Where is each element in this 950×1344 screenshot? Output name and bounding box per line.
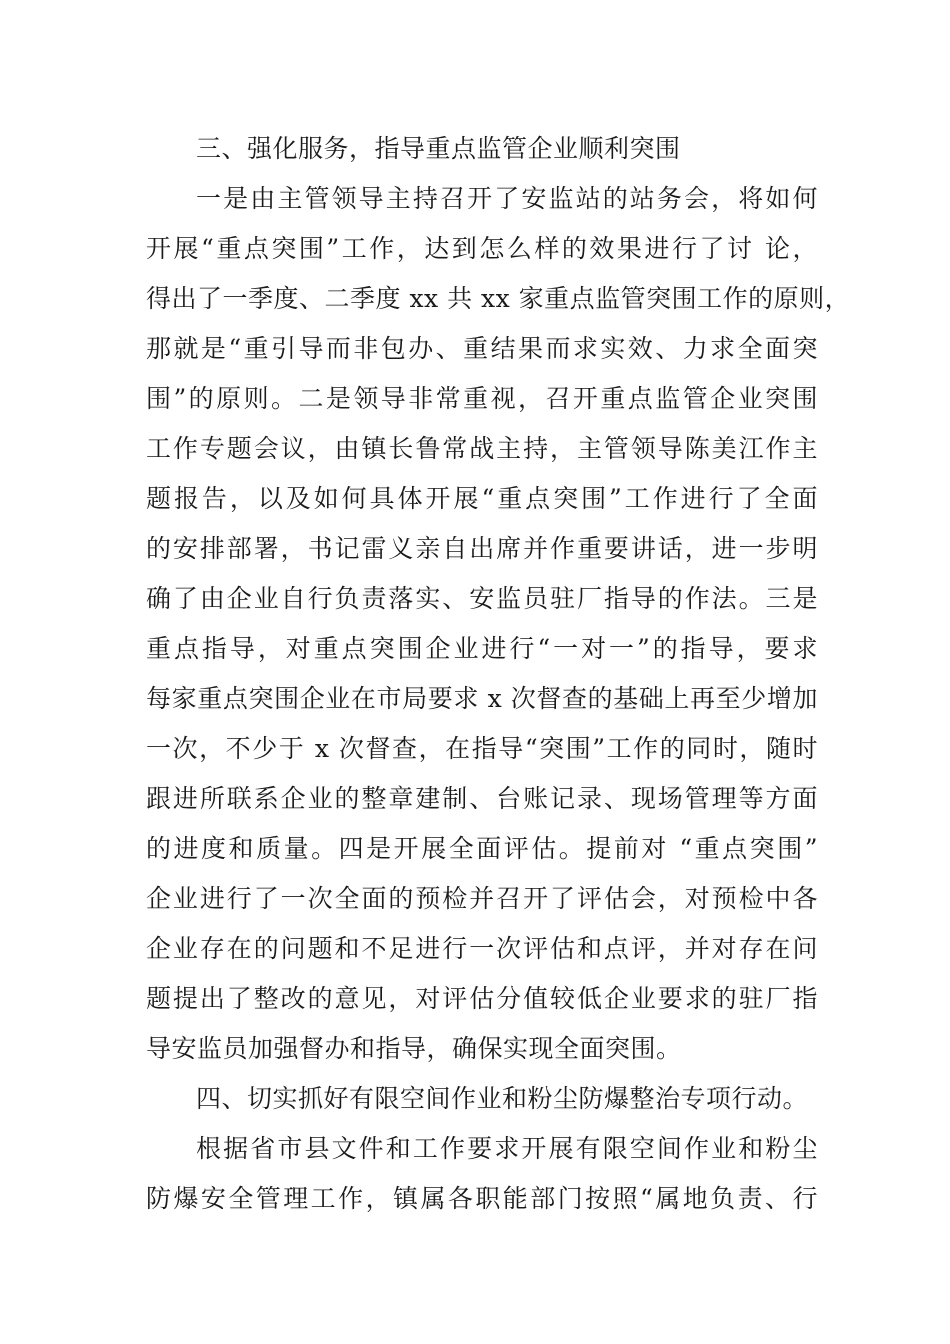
paragraph-line: 围”的原则。二是领导非常重视，召开重点监管企业突围	[146, 384, 818, 413]
paragraph-line: 一是由主管领导主持召开了安监站的站务会，将如何	[196, 184, 818, 213]
paragraph-line: 每家重点突围企业在市局要求 x 次督查的基础上再至少增加	[146, 684, 818, 713]
paragraph-line: 开展“重点突围”工作，达到怎么样的效果进行了讨 论，	[146, 234, 818, 263]
paragraph-line: 得出了一季度、二季度 xx 共 xx 家重点监管突围工作的原则，	[146, 284, 851, 313]
paragraph-line: 企业进行了一次全面的预检并召开了评估会，对预检中各	[146, 884, 818, 913]
paragraph-line: 确了由企业自行负责落实、安监员驻厂指导的作法。三是	[146, 584, 818, 613]
paragraph-line: 跟进所联系企业的整章建制、台账记录、现场管理等方面	[146, 784, 818, 813]
paragraph-line: 防爆安全管理工作，镇属各职能部门按照“属地负责、行	[146, 1184, 818, 1213]
paragraph-line: 那就是“重引导而非包办、重结果而求实效、力求全面突	[146, 334, 818, 363]
paragraph-line: 题提出了整改的意见，对评估分值较低企业要求的驻厂指	[146, 984, 818, 1013]
section-heading-3: 三、强化服务，指导重点监管企业顺利突围	[196, 134, 681, 163]
section-heading-4: 四、切实抓好有限空间作业和粉尘防爆整治专项行动。	[196, 1084, 809, 1113]
paragraph-line: 企业存在的问题和不足进行一次评估和点评，并对存在问	[146, 934, 818, 963]
paragraph-line: 导安监员加强督办和指导，确保实现全面突围。	[146, 1034, 682, 1063]
paragraph-line: 题报告，以及如何具体开展“重点突围”工作进行了全面	[146, 484, 818, 513]
paragraph-line: 根据省市县文件和工作要求开展有限空间作业和粉尘	[196, 1134, 818, 1163]
paragraph-line: 工作专题会议，由镇长鲁常战主持，主管领导陈美江作主	[146, 434, 818, 463]
paragraph-line: 一次，不少于 x 次督查，在指导“突围”工作的同时，随时	[146, 734, 818, 763]
paragraph-line: 的安排部署，书记雷义亲自出席并作重要讲话，进一步明	[146, 534, 818, 563]
paragraph-line: 的进度和质量。四是开展全面评估。提前对 “重点突围”	[146, 834, 818, 863]
paragraph-line: 重点指导，对重点突围企业进行“一对一”的指导，要求	[146, 634, 818, 663]
